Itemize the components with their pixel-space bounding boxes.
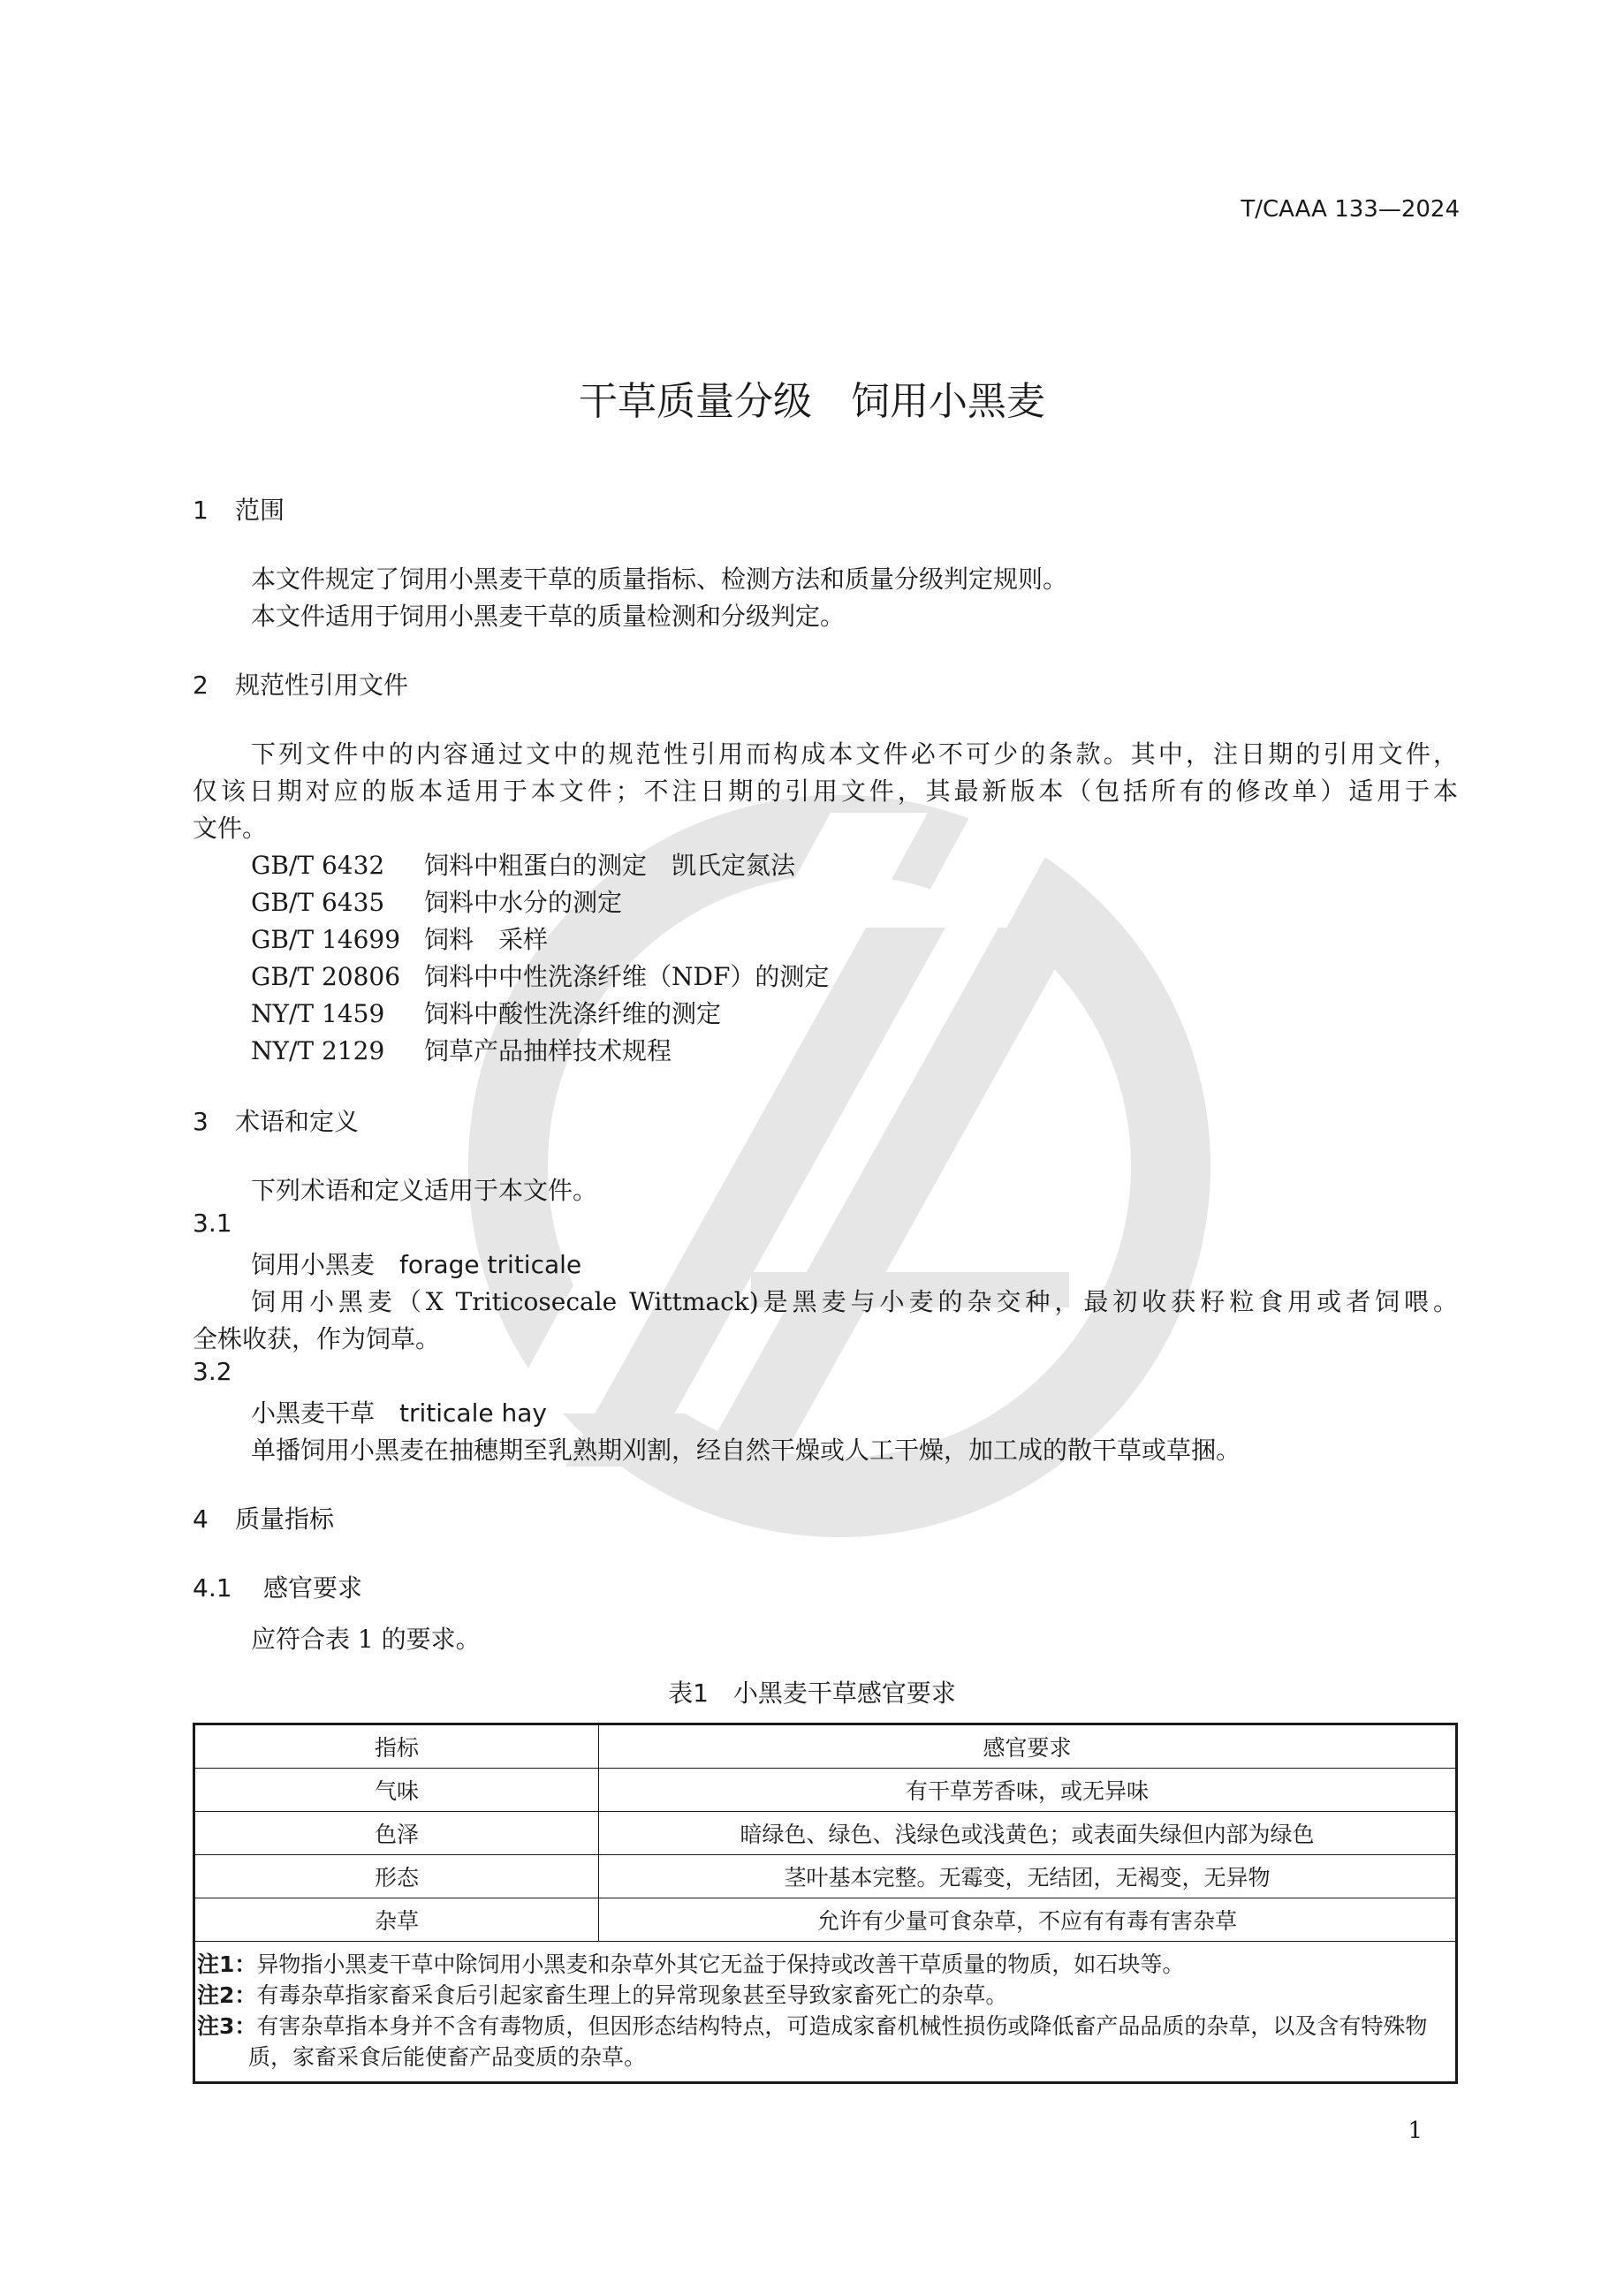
reference-title: 饲草产品抽样技术规程 [424, 1036, 672, 1065]
section-1-para-1: 本文件规定了饲用小黑麦干草的质量指标、检测方法和质量分级判定规则。 [251, 565, 1068, 594]
requirement-cell: 茎叶基本完整。无霉变，无结团，无褐变，无异物 [599, 1855, 1457, 1898]
reference-title: 饲料中水分的测定 [424, 888, 623, 917]
note-text: 异物指小黑麦干草中除饲用小黑麦和杂草外其它无益于保持或改善干草质量的物质，如石块等。 [256, 1951, 1185, 1977]
section-number: 3 [193, 1107, 209, 1136]
section-number: 2 [193, 671, 209, 700]
section-2-para-line-2: 仅该日期对应的版本适用于本文件；不注日期的引用文件，其最新版本（包括所有的修改单）适用于本 [193, 777, 1458, 806]
section-2-para-line-3: 文件。 [193, 814, 268, 843]
note-label: 注2： [197, 1982, 257, 2008]
reference-title: 饲料中中性洗涤纤维（NDF）的测定 [424, 962, 830, 991]
table-note [197, 1980, 1446, 2011]
requirement-cell: 暗绿色、绿色、浅绿色或浅黄色；或表面失绿但内部为绿色 [599, 1812, 1457, 1855]
term-definition: 单播饲用小黑麦在抽穗期至乳熟期刈割，经自然干燥或人工干燥，加工成的散干草或草捆。 [251, 1436, 1241, 1465]
table-row [194, 1855, 1457, 1898]
indicator-cell: 气味 [194, 1769, 599, 1812]
reference-title: 饲料 采样 [424, 925, 549, 954]
section-3-intro: 下列术语和定义适用于本文件。 [251, 1176, 598, 1205]
indicator-cell: 杂草 [194, 1898, 599, 1942]
note-text: 有害杂草指本身并不含有毒物质，但因形态结构特点，可造成家畜机械性损伤或降低畜产品品质的杂草，以及含有特殊物质，家畜采食后能使畜产品变质的杂草。 [248, 2013, 1428, 2070]
section-2-heading [193, 666, 408, 701]
section-4-heading [193, 1500, 334, 1535]
term-number: 3.2 [193, 1357, 232, 1386]
section-1-para-2: 本文件适用于饲用小黑麦干草的质量检测和分级判定。 [251, 602, 846, 631]
section-title: 规范性引用文件 [235, 671, 409, 700]
note-label: 注3： [197, 2013, 257, 2039]
document-title: 干草质量分级 饲用小黑麦 [579, 379, 1045, 424]
column-header-requirement: 感官要求 [599, 1724, 1457, 1769]
reference-code: GB/T 6435 [251, 888, 385, 917]
term-number: 3.1 [193, 1209, 232, 1238]
table-notes [194, 1942, 1457, 2083]
reference-item [251, 921, 548, 956]
indicator-cell: 色泽 [194, 1812, 599, 1855]
reference-code: NY/T 2129 [251, 1036, 385, 1065]
note-text: 有毒杂草指家畜采食后引起家畜生理上的异常现象甚至导致家畜死亡的杂草。 [256, 1982, 1008, 2008]
reference-code: GB/T 14699 [251, 925, 401, 954]
note-label: 注1： [197, 1951, 257, 1977]
reference-code: GB/T 20806 [251, 962, 401, 991]
table-header-row [194, 1724, 1457, 1769]
term-heading: 饲用小黑麦 forage triticale [251, 1250, 582, 1279]
page-number: 1 [1408, 2118, 1423, 2144]
term-definition-line-1: 饲用小黑麦（X Triticosecale Wittmack)是黑麦与小麦的杂交种，最初收获籽粒食用或者饲喂。 [251, 1287, 1458, 1316]
section-3-heading [193, 1103, 359, 1138]
table-notes-row [194, 1942, 1457, 2083]
section-4-1-heading [193, 1569, 362, 1604]
section-number: 4 [193, 1504, 209, 1534]
requirement-cell: 有干草芳香味，或无异味 [599, 1769, 1457, 1812]
table-note [197, 1949, 1446, 1980]
section-4-1-text: 应符合表 1 的要求。 [251, 1625, 481, 1654]
reference-item [251, 846, 795, 882]
sensory-requirements-table [193, 1723, 1458, 2084]
section-1-heading [193, 491, 285, 527]
term-heading: 小黑麦干草 triticale hay [251, 1398, 547, 1428]
reference-item [251, 995, 721, 1030]
table-1-title: 表1 小黑麦干草感官要求 [668, 1678, 956, 1708]
section-title: 感官要求 [263, 1573, 363, 1603]
section-number: 1 [193, 496, 209, 525]
section-title: 质量指标 [235, 1504, 335, 1534]
reference-item [251, 1032, 672, 1067]
requirement-cell: 允许有少量可食杂草，不应有有毒有害杂草 [599, 1898, 1457, 1942]
section-number: 4.1 [193, 1573, 232, 1603]
reference-code: NY/T 1459 [251, 999, 385, 1028]
column-header-indicator: 指标 [194, 1724, 599, 1769]
reference-item [251, 883, 622, 919]
standard-number: T/CAAA 133—2024 [1241, 196, 1460, 223]
table-row [194, 1812, 1457, 1855]
section-title: 术语和定义 [235, 1107, 360, 1136]
table-row [194, 1898, 1457, 1942]
reference-item [251, 958, 829, 993]
reference-title: 饲料中酸性洗涤纤维的测定 [424, 999, 722, 1028]
section-title: 范围 [235, 496, 285, 525]
indicator-cell: 形态 [194, 1855, 599, 1898]
reference-code: GB/T 6432 [251, 851, 385, 880]
table-row [194, 1769, 1457, 1812]
term-definition-line-2: 全株收获，作为饲草。 [193, 1324, 441, 1353]
table-note [197, 2011, 1446, 2072]
reference-title: 饲料中粗蛋白的测定 凯氏定氮法 [424, 851, 796, 880]
section-2-para-line-1: 下列文件中的内容通过文中的规范性引用而构成本文件必不可少的条款。其中，注日期的引用文件， [251, 739, 1458, 769]
